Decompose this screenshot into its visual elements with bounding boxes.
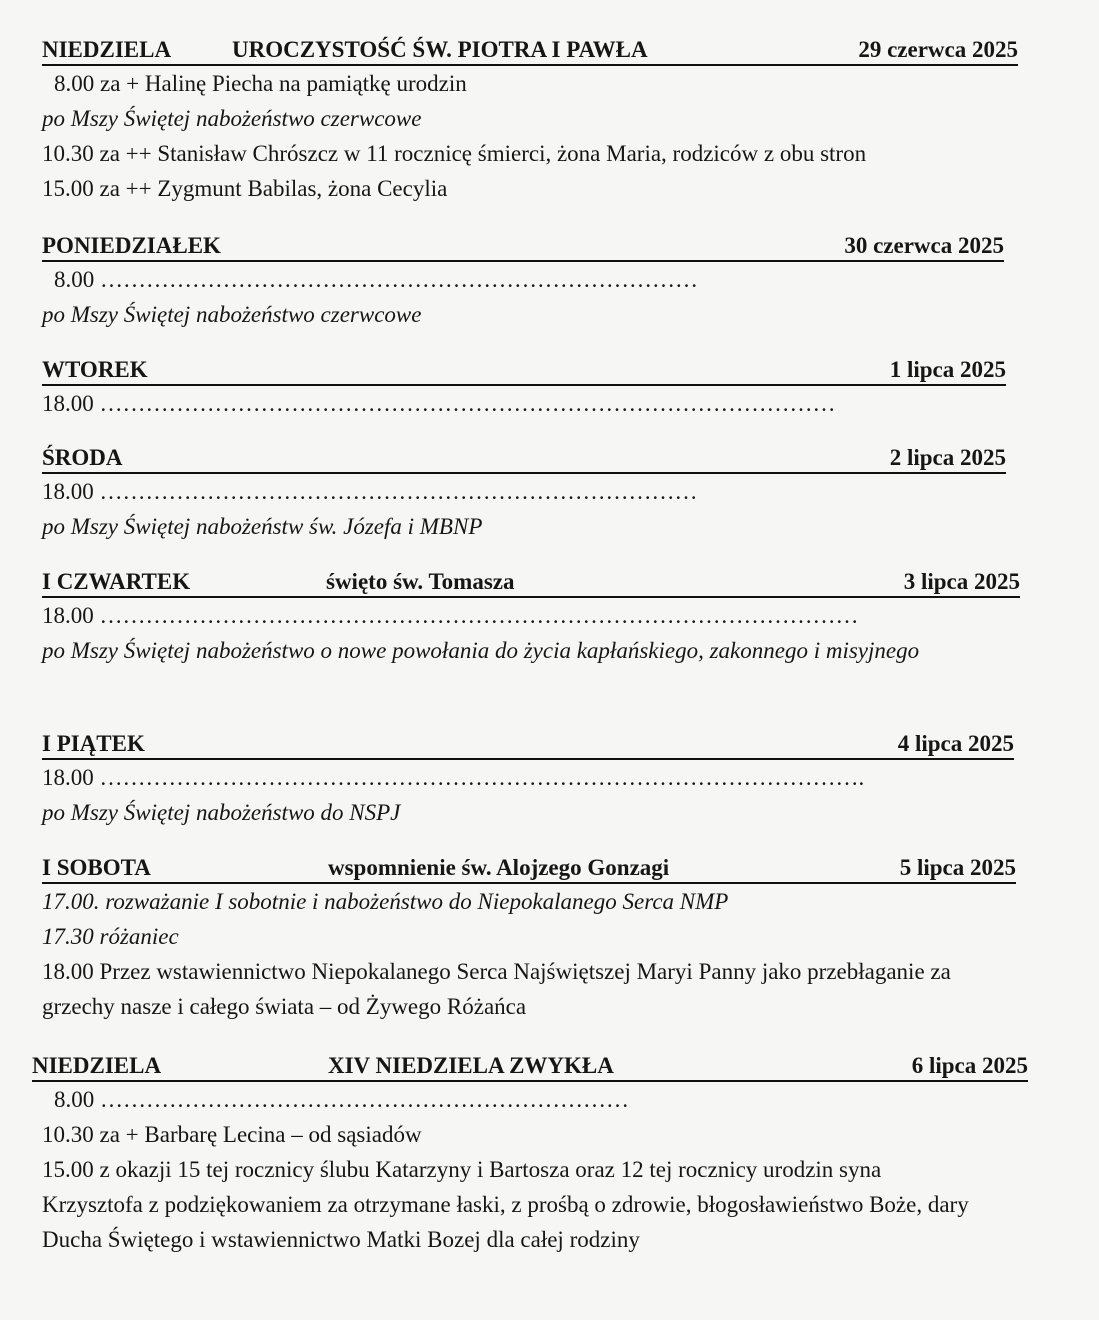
devotion-line: po Mszy Świętej nabożeństw św. Józefa i MBNP <box>42 514 483 539</box>
feast-name: XIV NIEDZIELA ZWYKŁA <box>328 1053 614 1078</box>
devotion-line: po Mszy Świętej nabożeństwo czerwcowe <box>42 106 422 131</box>
devotion-line: po Mszy Świętej nabożeństwo do NSPJ <box>42 800 401 825</box>
day-date: 30 czerwca 2025 <box>844 233 1004 258</box>
intention-line: 10.30 za + Barbarę Lecina – od sąsiadów <box>42 1122 422 1147</box>
day-section <box>42 730 1014 830</box>
day-body <box>32 1082 1028 1257</box>
devotion-line: 17.30 różaniec <box>42 924 179 949</box>
intention-line: 8.00 za + Halinę Piecha na pamiątkę urodzin <box>54 71 467 96</box>
day-date: 3 lipca 2025 <box>903 569 1020 594</box>
day-date: 5 lipca 2025 <box>899 855 1016 880</box>
day-header <box>32 1052 1028 1082</box>
intention-line: 10.30 za ++ Stanisław Chrószcz w 11 rocznicę śmierci, żona Maria, rodziców z obu stron <box>42 141 867 166</box>
day-name: ŚRODA <box>42 445 123 470</box>
day-section <box>32 1052 1028 1257</box>
intention-line: 18.00 Przez wstawiennictwo Niepokalanego Serca Najświętszej Maryi Panny jako przebłaganie za grzechy nasze i całego świata – od Żywego Różańca <box>42 959 951 1019</box>
day-header <box>42 568 1020 598</box>
intention-line: 8.00 …………………………………………………………… <box>54 1087 629 1112</box>
devotion-line: 17.00. rozważanie I sobotnie i nabożeństwo do Niepokalanego Serca NMP <box>42 889 729 914</box>
devotion-line: po Mszy Świętej nabożeństwo czerwcowe <box>42 302 422 327</box>
day-section <box>42 854 1016 1024</box>
day-name: NIEDZIELA <box>42 37 172 62</box>
intention-line: 15.00 za ++ Zygmunt Babilas, żona Cecylia <box>42 176 448 201</box>
day-section <box>42 444 1006 544</box>
day-header <box>42 232 1004 262</box>
devotion-line: po Mszy Świętej nabożeństwo o nowe powołania do życia kapłańskiego, zakonnego i misyjnego <box>42 638 920 663</box>
intention-line: 18.00 ……………………………………………………………………………………… <box>42 603 859 628</box>
intention-line: 18.00 …………………………………………………………………… <box>42 479 698 504</box>
day-name: I SOBOTA <box>42 855 151 880</box>
day-date: 2 lipca 2025 <box>889 445 1006 470</box>
intention-line: 18.00 …………………………………………………………………………………… <box>42 391 836 416</box>
day-section <box>42 36 1018 206</box>
day-header <box>42 36 1018 66</box>
day-section <box>42 232 1004 332</box>
intention-line: 15.00 z okazji 15 tej rocznicy ślubu Katarzyny i Bartosza oraz 12 tej rocznicy urodzin syna Krzysztofa z podziękowaniem za otrzymane łaski, z prośbą o zdrowie, błogosławieństwo Boże, dary Ducha Świętego i wstawiennictwo Matki Bozej dla całej rodziny <box>42 1157 969 1252</box>
intention-line: 8.00 …………………………………………………………………… <box>54 267 698 292</box>
feast-name: UROCZYSTOŚĆ ŚW. PIOTRA I PAWŁA <box>232 37 648 62</box>
feast-name: wspomnienie św. Alojzego Gonzagi <box>328 855 670 880</box>
feast-name: święto św. Tomasza <box>326 569 515 594</box>
day-date: 4 lipca 2025 <box>897 731 1014 756</box>
day-section <box>42 356 1006 421</box>
day-name: I PIĄTEK <box>42 731 145 756</box>
day-date: 29 czerwca 2025 <box>858 37 1018 62</box>
day-name: PONIEDZIAŁEK <box>42 233 221 258</box>
day-header <box>42 356 1006 386</box>
day-date: 6 lipca 2025 <box>911 1053 1028 1078</box>
day-section <box>42 568 1020 668</box>
day-name: WTOREK <box>42 357 148 382</box>
day-name: NIEDZIELA <box>32 1053 162 1078</box>
day-header <box>42 730 1014 760</box>
day-date: 1 lipca 2025 <box>889 357 1006 382</box>
day-header <box>42 854 1016 884</box>
day-name: I CZWARTEK <box>42 569 191 594</box>
day-header <box>42 444 1006 474</box>
intention-line: 18.00 ………………………………………………………………………………………. <box>42 765 865 790</box>
